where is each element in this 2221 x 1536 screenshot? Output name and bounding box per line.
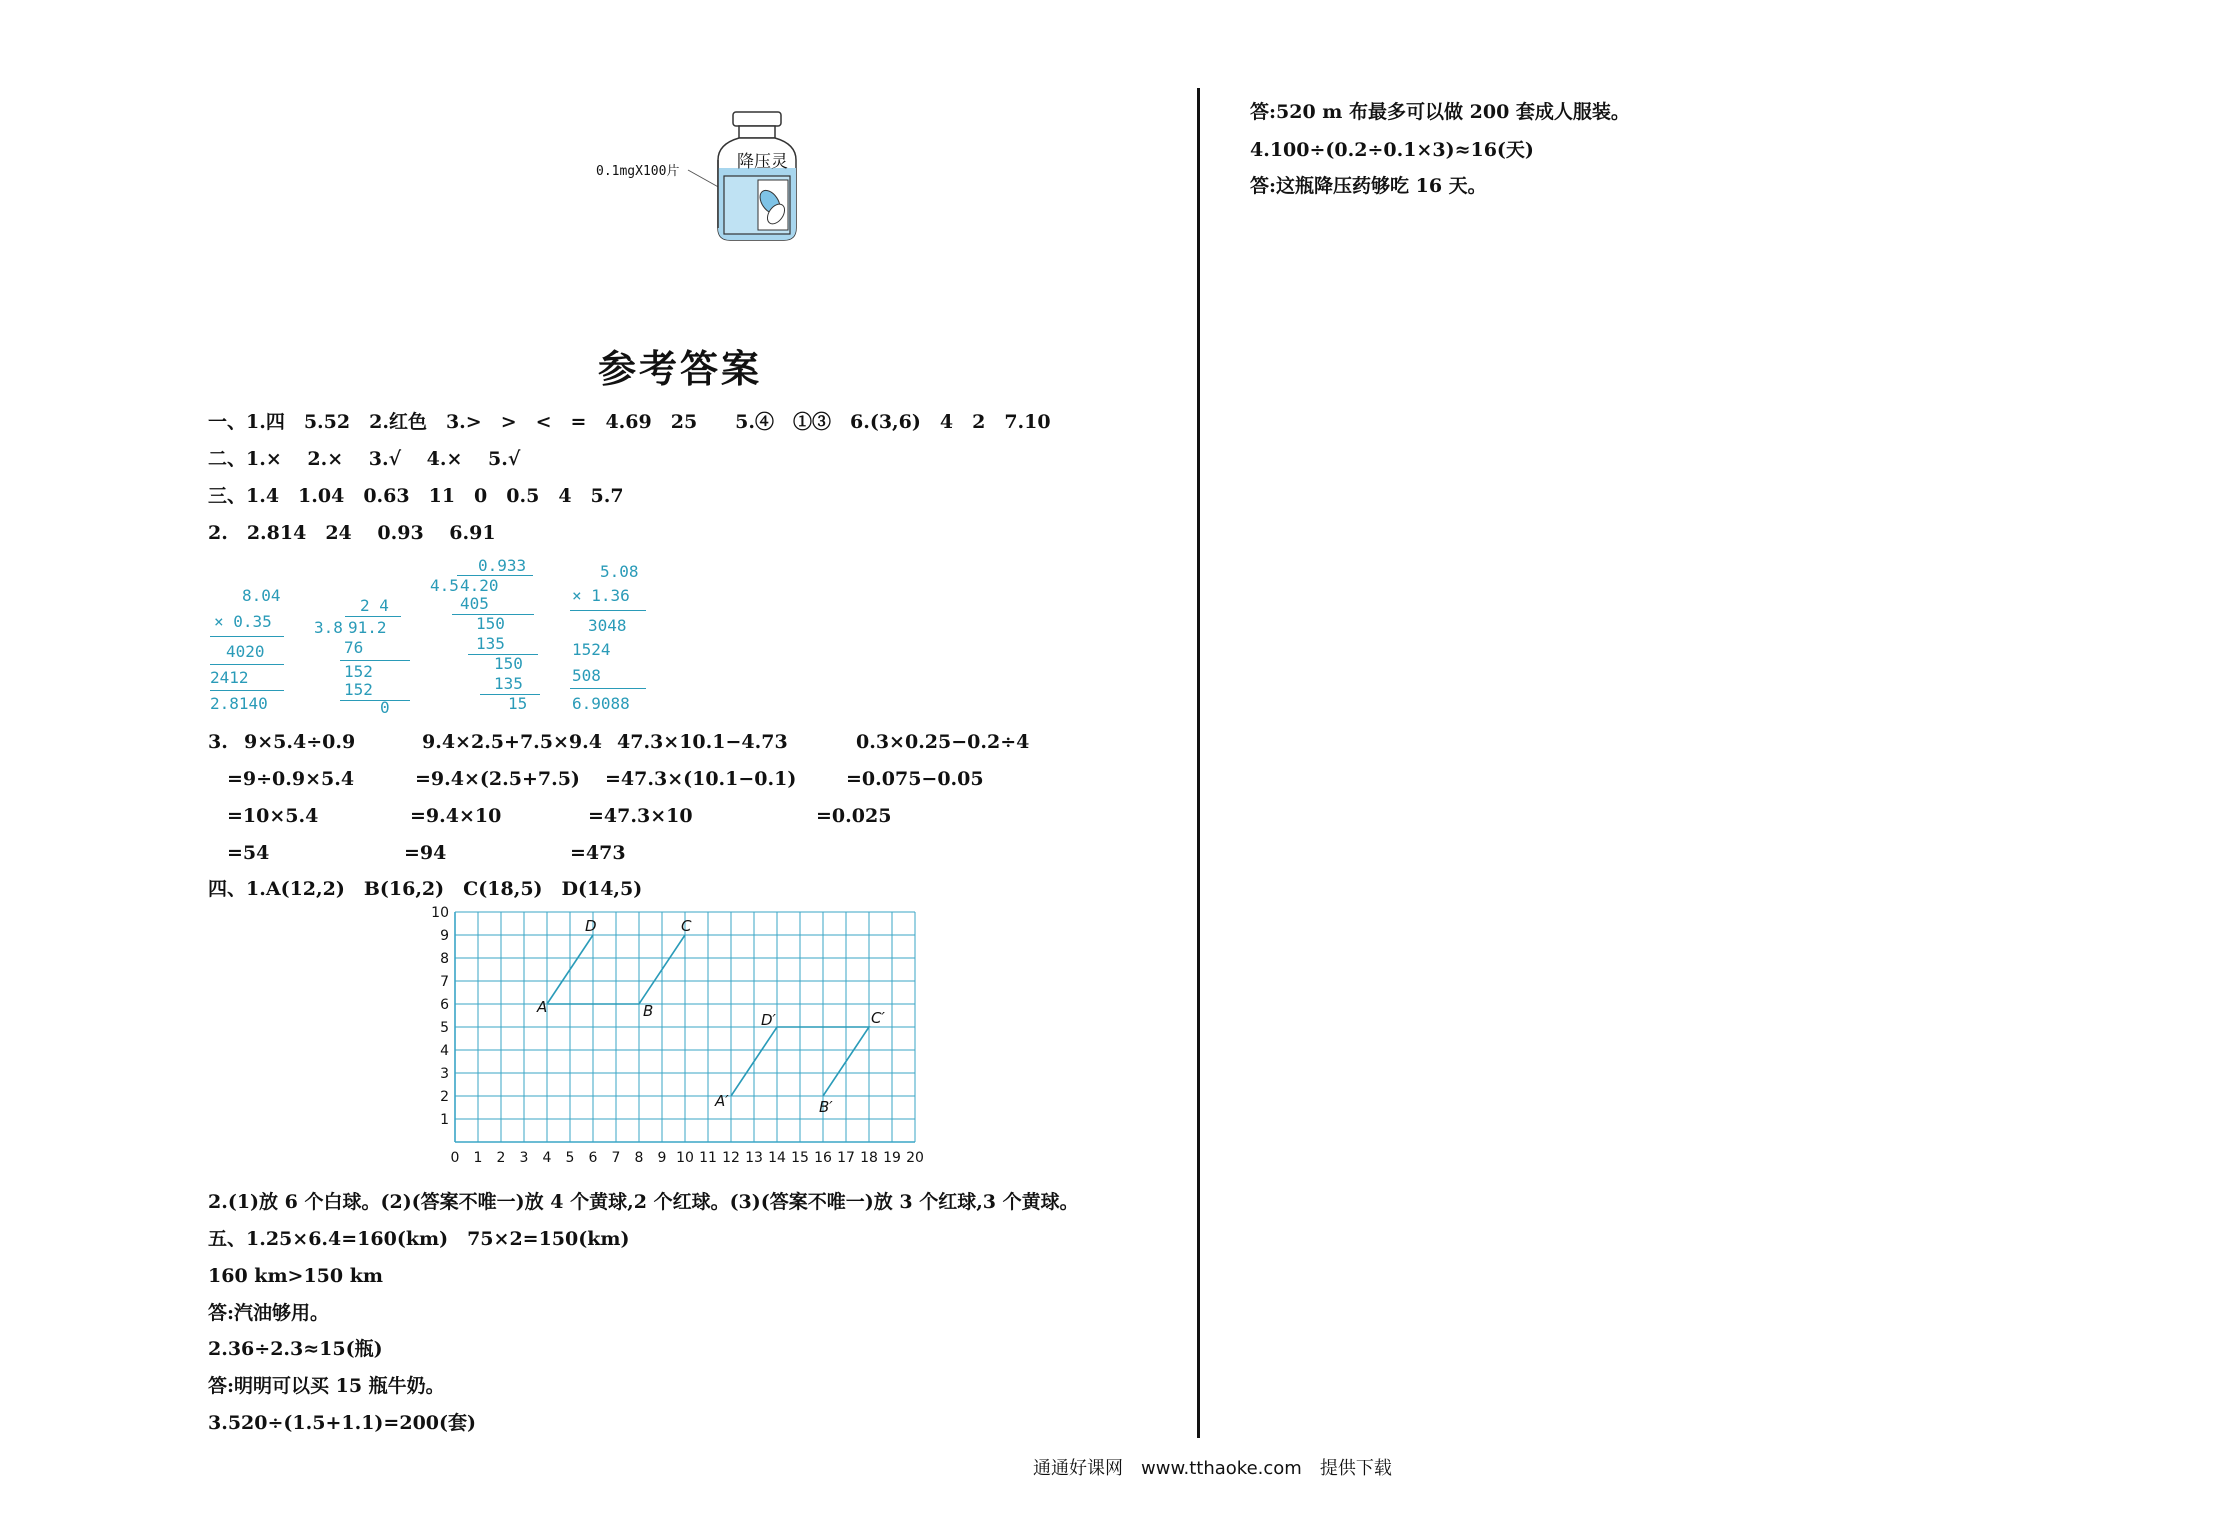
- calc-quotient: 0.933: [478, 556, 527, 575]
- point-label: C′: [871, 1009, 885, 1027]
- calc-operand: × 0.35: [214, 612, 272, 631]
- q3-step: =47.3×10: [588, 805, 693, 827]
- answer-line-q5-1: 五、1.25×6.4=160(km) 75×2=150(km): [208, 1228, 630, 1250]
- x-tick-label: 11: [699, 1150, 717, 1166]
- calc-step: 150: [476, 614, 505, 633]
- x-tick-label: 14: [768, 1150, 786, 1166]
- x-tick-label: 20: [906, 1150, 924, 1166]
- answer-line-4: 2. 2.814 24 0.93 6.91: [208, 522, 496, 544]
- point-label: C: [681, 917, 692, 935]
- x-tick-label: 6: [588, 1150, 598, 1166]
- x-tick-label: 1: [473, 1150, 483, 1166]
- y-tick-label: 1: [440, 1112, 449, 1128]
- x-tick-label: 17: [837, 1150, 855, 1166]
- y-tick-label: 8: [440, 951, 449, 967]
- q3-step: 0.3×0.25−0.2÷4: [856, 731, 1030, 753]
- right-line-1: 答:520 m 布最多可以做 200 套成人服装。: [1250, 101, 1630, 123]
- x-tick-label: 2: [496, 1150, 506, 1166]
- answer-line-3: 三、1.4 1.04 0.63 11 0 0.5 4 5.7: [208, 485, 624, 507]
- q3-step: =9.4×(2.5+7.5): [415, 768, 580, 790]
- bottle-label: 降压灵: [737, 152, 788, 172]
- answer-line-q5-answer2: 答:明明可以买 15 瓶牛奶。: [208, 1375, 445, 1397]
- q3-step: =9.4×10: [410, 805, 502, 827]
- point-label: B′: [819, 1098, 833, 1116]
- q3-step: =9÷0.9×5.4: [227, 768, 355, 790]
- q3-step: 9.4×2.5+7.5×9.4: [422, 731, 602, 753]
- x-tick-label: 7: [611, 1150, 621, 1166]
- y-tick-label: 5: [440, 1020, 449, 1036]
- point-label: A: [537, 998, 548, 1016]
- point-label: D′: [761, 1011, 776, 1029]
- bottle-spec: 0.1mgX100片: [596, 164, 680, 179]
- calc-partial: 3048: [588, 616, 627, 635]
- y-tick-label: 2: [440, 1089, 449, 1105]
- calc-operand: × 1.36: [572, 586, 630, 605]
- answer-line-2: 二、1.× 2.× 3.√ 4.× 5.√: [208, 448, 521, 470]
- calc-divisor: 4.5: [430, 576, 459, 595]
- column-divider: [1197, 88, 1200, 1438]
- x-tick-label: 10: [676, 1150, 694, 1166]
- x-tick-label: 8: [634, 1150, 644, 1166]
- x-tick-label: 5: [565, 1150, 575, 1166]
- y-tick-label: 6: [440, 997, 449, 1013]
- calc-result: 15: [508, 694, 528, 713]
- q3-step: =54: [227, 842, 270, 864]
- q3-step: =0.075−0.05: [846, 768, 984, 790]
- answer-line-q4-2: 2.(1)放 6 个白球。(2)(答案不唯一)放 4 个黄球,2 个红球。(3)(答案不唯一)放 3 个红球,3 个黄球。: [208, 1191, 1079, 1213]
- calc-step: 76: [344, 638, 364, 657]
- point-label: A′: [715, 1092, 729, 1110]
- calc-result: 0: [380, 698, 390, 717]
- q3-step: 9×5.4÷0.9: [244, 731, 356, 753]
- calc-step: 152: [344, 680, 373, 699]
- y-tick-label: 9: [440, 928, 449, 944]
- x-tick-label: 0: [450, 1150, 460, 1166]
- x-tick-label: 12: [722, 1150, 740, 1166]
- answer-line-q5-3: 3.520÷(1.5+1.1)=200(套): [208, 1412, 476, 1434]
- y-tick-label: 7: [440, 974, 449, 990]
- x-tick-label: 15: [791, 1150, 809, 1166]
- answer-line-q5-compare: 160 km>150 km: [208, 1265, 384, 1287]
- q3-label: 3.: [208, 731, 228, 753]
- calc-result: 6.9088: [572, 694, 630, 713]
- coordinate-grid: [420, 905, 940, 1175]
- x-tick-label: 16: [814, 1150, 832, 1166]
- calc-partial: 508: [572, 666, 601, 685]
- calc-operand: 8.04: [242, 586, 281, 605]
- calc-partial: 1524: [572, 640, 611, 659]
- y-tick-label: 10: [431, 905, 449, 921]
- y-tick-label: 3: [440, 1066, 449, 1082]
- page-title: 参考答案: [598, 347, 763, 391]
- calc-dividend: 4.20: [460, 576, 499, 595]
- y-tick-label: 4: [440, 1043, 449, 1059]
- q3-step: 47.3×10.1−4.73: [617, 731, 788, 753]
- x-tick-label: 19: [883, 1150, 901, 1166]
- x-tick-label: 9: [657, 1150, 667, 1166]
- calc-step: 152: [344, 662, 373, 681]
- right-line-3: 答:这瓶降压药够吃 16 天。: [1250, 175, 1487, 197]
- footer-credit: 通通好课网 www.tthaoke.com 提供下载: [1033, 1458, 1392, 1479]
- q3-step: =473: [570, 842, 626, 864]
- x-tick-label: 4: [542, 1150, 552, 1166]
- calc-step: 150: [494, 654, 523, 673]
- answer-line-1: 一、1.四 5.52 2.红色 3.> > < = 4.69 25 5.④ ①③ 6.(3,6) 4 2 7.10: [208, 411, 1051, 433]
- answer-line-q5-2: 2.36÷2.3≈15(瓶): [208, 1338, 383, 1360]
- calc-divisor: 3.8: [314, 618, 343, 637]
- calc-operand: 5.08: [600, 562, 639, 581]
- calc-partial: 4020: [226, 642, 265, 661]
- q4-line: 四、1.A(12,2) B(16,2) C(18,5) D(14,5): [208, 878, 643, 900]
- calc-quotient: 2 4: [360, 596, 389, 615]
- x-tick-label: 13: [745, 1150, 763, 1166]
- point-label: D: [585, 917, 597, 935]
- answer-line-q5-answer1: 答:汽油够用。: [208, 1302, 330, 1324]
- x-tick-label: 3: [519, 1150, 529, 1166]
- q3-step: =0.025: [816, 805, 892, 827]
- right-line-2: 4.100÷(0.2÷0.1×3)≈16(天): [1250, 139, 1534, 161]
- point-label: B: [643, 1002, 654, 1020]
- calc-step: 135: [494, 674, 523, 693]
- calc-step: 135: [476, 634, 505, 653]
- q3-step: =10×5.4: [227, 805, 319, 827]
- calc-step: 405: [460, 594, 489, 613]
- x-tick-label: 18: [860, 1150, 878, 1166]
- q3-step: =94: [404, 842, 447, 864]
- calc-partial: 2412: [210, 668, 249, 687]
- q3-step: =47.3×(10.1−0.1): [605, 768, 797, 790]
- calc-dividend: 91.2: [348, 618, 387, 637]
- calc-result: 2.8140: [210, 694, 268, 713]
